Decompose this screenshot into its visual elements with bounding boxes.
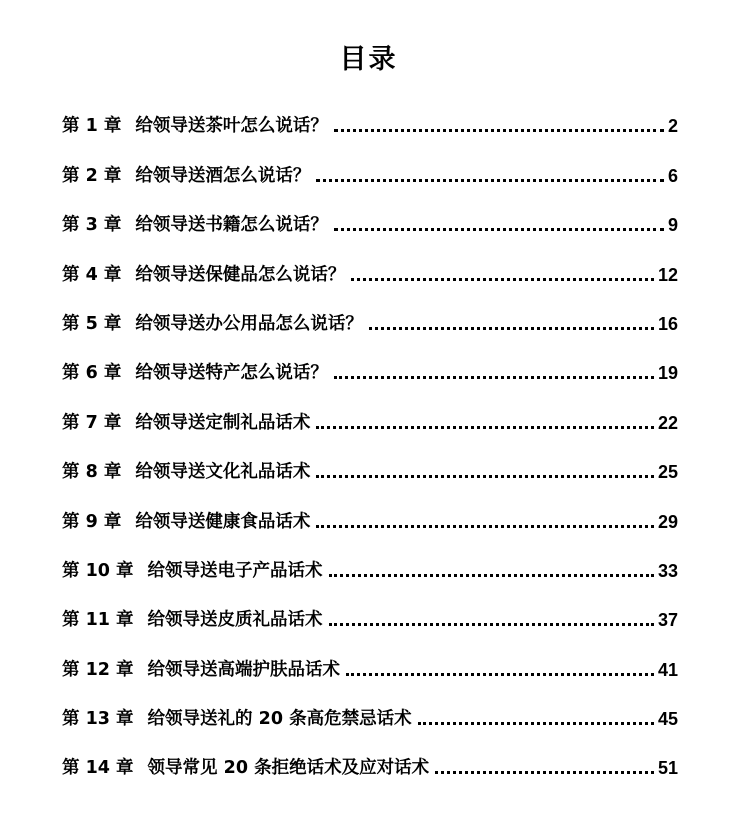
toc-entry-leader-dots	[351, 278, 654, 281]
toc-entry[interactable]	[62, 537, 678, 586]
toc-entry-chapter: 第 5 章	[62, 313, 122, 334]
toc-entry-title: 给领导送高端护肤品话术	[147, 659, 341, 680]
toc-entry-page-number: 19	[657, 363, 678, 384]
toc-entry-leader-dots	[435, 771, 654, 774]
toc-entry-chapter: 第 8 章	[62, 462, 122, 483]
toc-title: 目录	[339, 44, 398, 75]
toc-entry-page-number: 6	[667, 165, 678, 186]
toc-entry-leader-dots	[316, 426, 654, 429]
toc-entry[interactable]	[62, 191, 678, 240]
toc-entry-title: 给领导送茶叶怎么说话？	[135, 116, 328, 137]
toc-entry[interactable]	[62, 290, 678, 339]
toc-entry-leader-dots	[334, 129, 664, 132]
toc-entry[interactable]	[62, 487, 678, 536]
toc-entry-page-number: 16	[657, 313, 678, 334]
toc-entry-title: 给领导送健康食品话术	[135, 511, 311, 532]
toc-entry-leader-dots	[369, 327, 654, 330]
toc-entry-leader-dots	[329, 574, 654, 577]
toc-entry-title: 给领导送酒怎么说话？	[135, 165, 311, 186]
toc-entry-page-number: 29	[657, 511, 678, 532]
toc-entry-page-number: 9	[667, 215, 678, 236]
toc-entry[interactable]	[62, 240, 678, 289]
toc-entry-leader-dots	[329, 623, 654, 626]
toc-entry-leader-dots	[316, 475, 654, 478]
toc-entry-page-number: 22	[657, 412, 678, 433]
toc-entry-title: 给领导送电子产品话术	[147, 560, 323, 581]
toc-entry-leader-dots	[334, 376, 654, 379]
toc-entry-chapter: 第 3 章	[62, 215, 122, 236]
toc-entry[interactable]	[62, 685, 678, 734]
toc-entry-page-number: 37	[657, 610, 678, 631]
toc-entry-leader-dots	[316, 179, 664, 182]
toc-entry[interactable]	[62, 586, 678, 635]
toc-entry-chapter: 第 10 章	[62, 560, 134, 581]
toc-entry-chapter: 第 9 章	[62, 511, 122, 532]
toc-entry-page-number: 2	[667, 116, 678, 137]
toc-entry-page-number: 51	[657, 758, 678, 779]
toc-entry[interactable]	[62, 734, 678, 783]
toc-entry-chapter: 第 2 章	[62, 165, 122, 186]
toc-entry-title: 给领导送皮质礼品话术	[147, 610, 323, 631]
toc-entry-chapter: 第 12 章	[62, 659, 134, 680]
toc-entry-title: 给领导送办公用品怎么说话？	[135, 313, 363, 334]
toc-entry-leader-dots	[334, 228, 664, 231]
toc-entry-page-number: 45	[657, 709, 678, 730]
toc-entry-title: 领导常见 20 条拒绝话术及应对话术	[147, 758, 430, 779]
toc-entry-chapter: 第 11 章	[62, 610, 134, 631]
toc-entry[interactable]	[62, 438, 678, 487]
toc-entry-title: 给领导送文化礼品话术	[135, 462, 311, 483]
toc-entry-page-number: 12	[657, 264, 678, 285]
toc-entry-page-number: 41	[657, 659, 678, 680]
toc-entry-page-number: 25	[657, 462, 678, 483]
toc-entry-chapter: 第 1 章	[62, 116, 122, 137]
toc-entry-leader-dots	[316, 525, 654, 528]
toc-entry-title: 给领导送定制礼品话术	[135, 412, 311, 433]
toc-entry-chapter: 第 4 章	[62, 264, 122, 285]
toc-list	[62, 92, 678, 783]
toc-entry-leader-dots	[418, 722, 654, 725]
toc-entry[interactable]	[62, 388, 678, 437]
toc-entry[interactable]	[62, 141, 678, 190]
toc-entry-title: 给领导送书籍怎么说话？	[135, 215, 328, 236]
toc-entry[interactable]	[62, 339, 678, 388]
toc-entry[interactable]	[62, 635, 678, 684]
toc-entry-chapter: 第 13 章	[62, 709, 134, 730]
toc-entry-title: 给领导送礼的 20 条高危禁忌话术	[147, 709, 412, 730]
toc-entry[interactable]	[62, 92, 678, 141]
toc-entry-title: 给领导送特产怎么说话？	[135, 363, 328, 384]
toc-entry-chapter: 第 7 章	[62, 412, 122, 433]
toc-entry-chapter: 第 14 章	[62, 758, 134, 779]
toc-entry-leader-dots	[346, 673, 654, 676]
toc-entry-chapter: 第 6 章	[62, 363, 122, 384]
toc-entry-page-number: 33	[657, 560, 678, 581]
toc-entry-title: 给领导送保健品怎么说话？	[135, 264, 346, 285]
